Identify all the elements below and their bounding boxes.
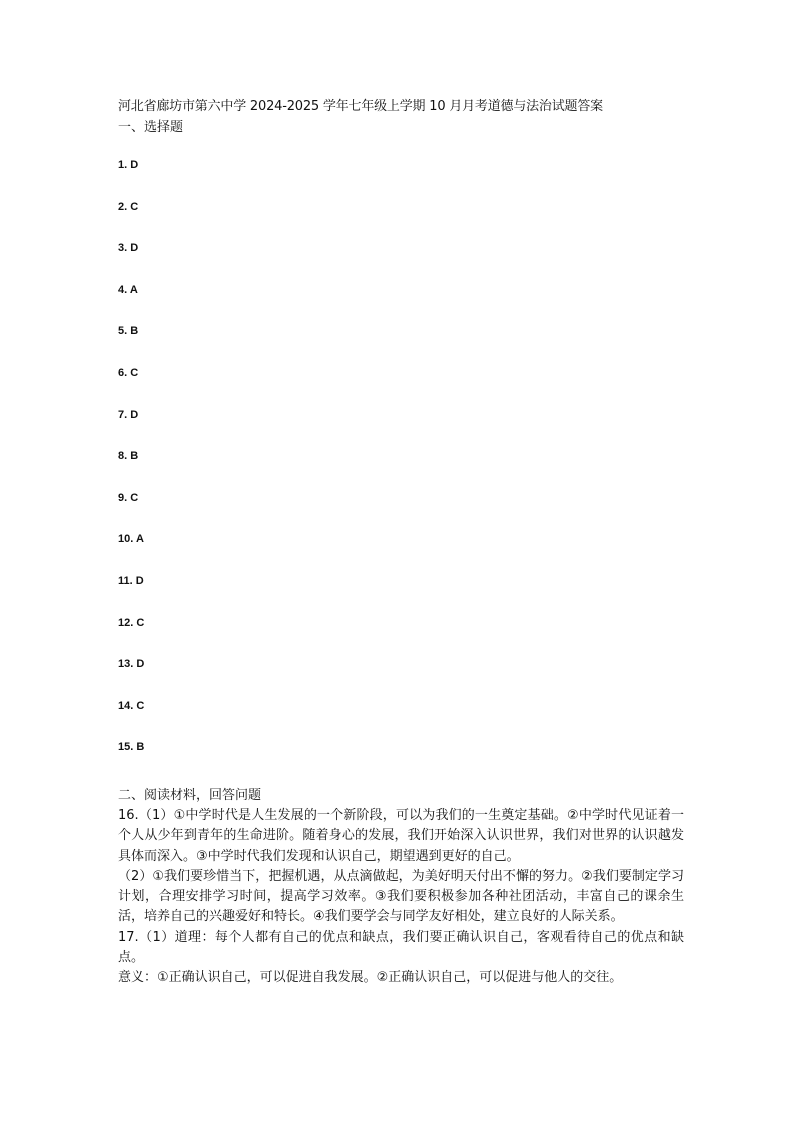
answer-item: 7. D: [118, 408, 139, 421]
answer-item: 12. C: [118, 616, 145, 629]
section-heading-reading: 二、阅读材料，回答问题: [118, 787, 262, 803]
page-title: 河北省廊坊市第六中学 2024-2025 学年七年级上学期 10 月月考道德与法治试题答案: [118, 99, 603, 114]
answer-item: 2. C: [118, 200, 139, 213]
q17-meaning: 意义：①正确认识自己，可以促进自我发展。②正确认识自己，可以促进与他人的交往。: [118, 970, 623, 986]
answer-item: 14. C: [118, 699, 145, 712]
answer-item: 11. D: [118, 574, 144, 587]
answer-item: 1. D: [118, 159, 139, 171]
answer-item: 10. A: [118, 533, 144, 546]
q16-part2-answer: （2）①我们要珍惜当下，把握机遇，从点滴做起，为美好明天付出不懈的努力。②我们要制定学习计划，合理安排学习时间，提高学习效率。③我们要积极参加各种社团活动，丰富自己的课余生活，培养自己的兴趣爱好和特长。④我们要学会与同学友好相处，建立良好的人际关系。: [118, 868, 684, 925]
answer-item: 6. C: [118, 366, 139, 379]
answer-item: 4. A: [118, 283, 138, 296]
answer-item: 5. B: [118, 325, 139, 338]
answer-item: 15. B: [118, 741, 145, 754]
answer-item: 9. C: [118, 491, 139, 504]
answer-item: 13. D: [118, 658, 145, 671]
q17-part1-answer: 17.（1）道理：每个人都有自己的优点和缺点，我们要正确认识自己，客观看待自己的优点和缺点。: [118, 929, 684, 965]
answer-document: [118, 96, 684, 989]
q16-part1-answer: 16.（1）①中学时代是人生发展的一个新阶段，可以为我们的一生奠定基础。②中学时代见证着一个人从少年到青年的生命进阶。随着身心的发展，我们开始深入认识世界，我们对世界的认识越发具体而深入。③中学时代我们发现和认识自己，期望遇到更好的自己。: [118, 807, 684, 864]
answer-list: [118, 158, 684, 782]
answer-item: 8. B: [118, 450, 139, 463]
answer-item: 3. D: [118, 242, 139, 255]
section-heading-choice: 一、选择题: [118, 120, 184, 135]
